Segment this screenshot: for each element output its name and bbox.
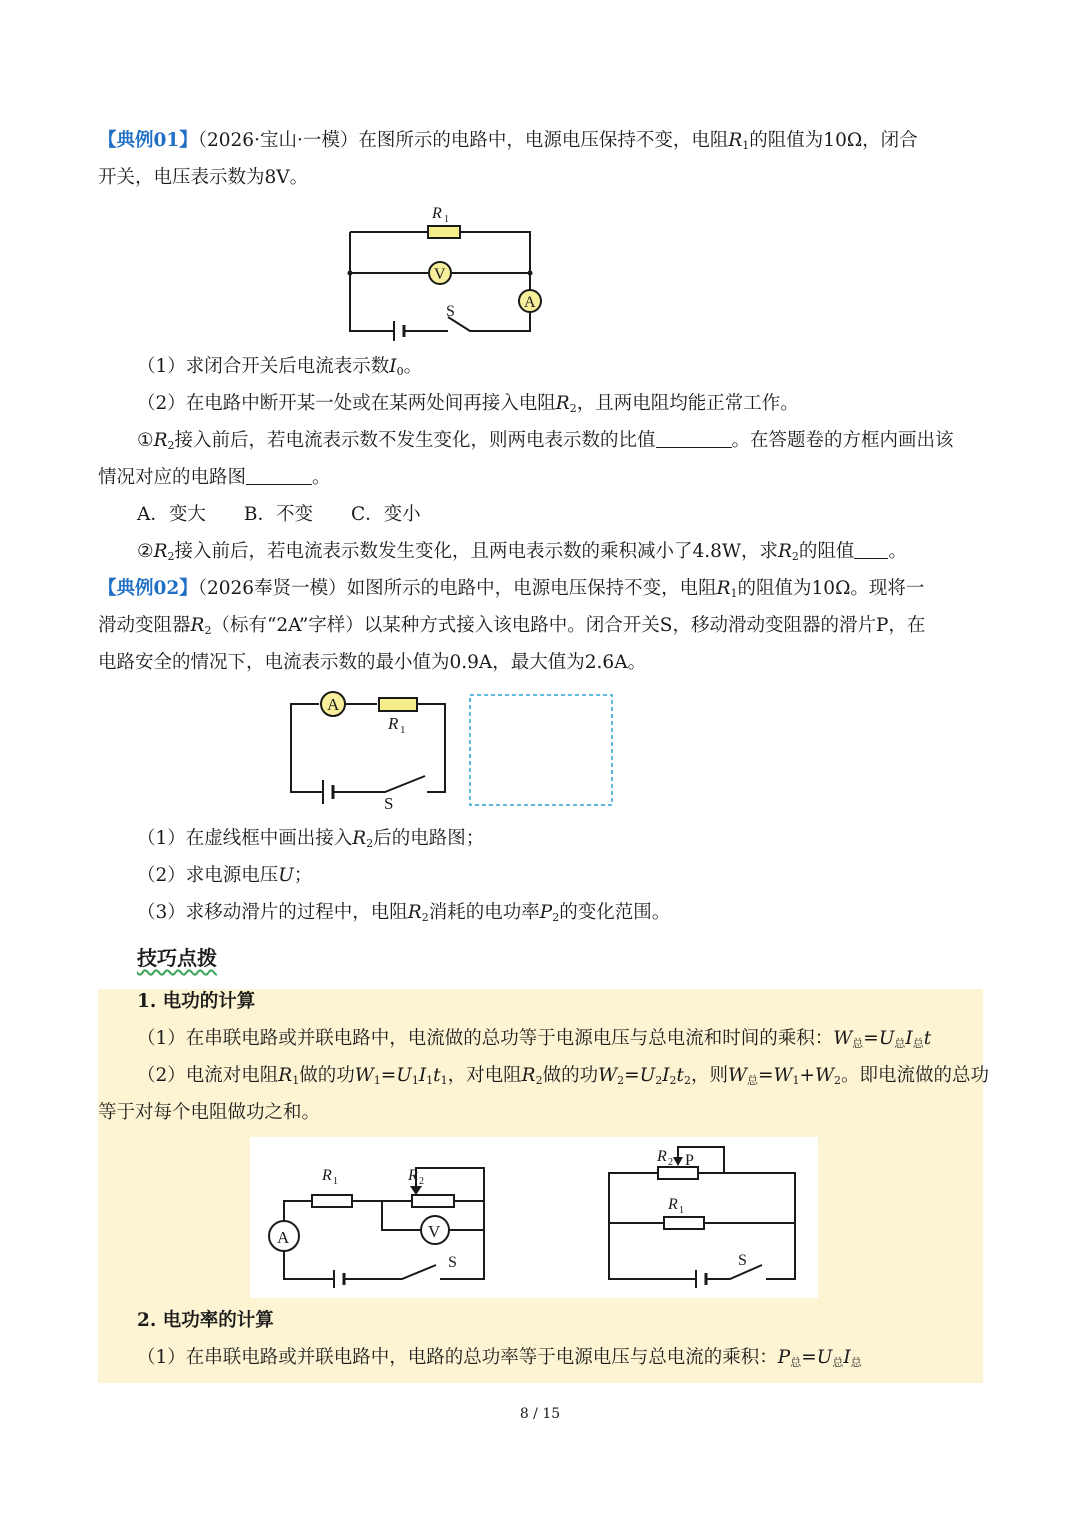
answer-blank[interactable]: [854, 540, 888, 559]
ex2-q3-text3: 的变化范围。: [559, 902, 671, 923]
ex1-q2ii: [137, 539, 983, 565]
sym-i: I: [389, 356, 397, 377]
ex2-intro-text: （2026奉贤一模）如图所示的电路中，电源电压保持不变，电阻: [197, 578, 717, 599]
sym-u: U: [639, 1065, 656, 1086]
switch-label: S: [384, 794, 394, 813]
sub-2: 2: [834, 1074, 842, 1087]
sub-zong: 总: [852, 1037, 864, 1050]
label-r1: R: [668, 1196, 678, 1213]
resistor-r1: [379, 698, 417, 711]
tips-s1-p1-text: （1）在串联电路或并联电路中，电流做的总功等于电源电压与总电流和时间的乘积：: [137, 1028, 834, 1049]
punct: 。: [888, 541, 907, 562]
tips-s2-p1: [137, 1345, 983, 1371]
sub-0: 0: [396, 365, 404, 378]
ex2-line2-text2: （标有“2A”字样）以某种方式接入该电路中。闭合开关S，移动滑动变阻器的滑片P，在: [211, 615, 926, 636]
sym-r: R: [728, 130, 743, 151]
sym-r: R: [190, 615, 205, 636]
voltmeter-label: V: [428, 1222, 441, 1241]
sub-1: 1: [792, 1074, 800, 1087]
resistor-r1: [664, 1217, 704, 1229]
sub-1: 1: [440, 1074, 448, 1087]
label-r1-sub: 1: [400, 724, 406, 736]
ex2-intro-text2: 的阻值为10Ω。现将一: [737, 578, 925, 599]
tips-s1-p3: 等于对每个电阻做功之和。: [98, 1102, 321, 1123]
ex2-q2-text: （2）求电源电压: [137, 865, 279, 886]
ex1-circuit-diagram: [340, 198, 550, 344]
punct: ；: [293, 865, 313, 886]
sym-i: I: [843, 1347, 851, 1368]
ex2-q1-text: （1）在虚线框中画出接入: [137, 828, 353, 849]
sub-1: 1: [292, 1074, 300, 1087]
ex1-intro: [98, 128, 983, 154]
ex1-line2: 开关，电压表示数为8V。: [98, 167, 309, 188]
label-r2: R: [657, 1148, 667, 1165]
tips-s2-p1-text: （1）在串联电路或并联电路中，电路的总功率等于电源电压与总电流的乘积：: [137, 1347, 778, 1368]
sym-w: W: [773, 1065, 793, 1086]
tips-s1-p1: [137, 1026, 983, 1052]
sub-2: 2: [204, 624, 212, 637]
sub-2: 2: [669, 1074, 677, 1087]
ex1-q2i-text2: 。在答题卷的方框内画出该: [731, 430, 954, 451]
punct: 。: [403, 356, 423, 377]
ex2-q2: [137, 863, 983, 889]
tips-s1-p2-text5: ，则: [690, 1065, 728, 1086]
sym-w: W: [727, 1065, 747, 1086]
resistor-r1: [428, 226, 460, 238]
sym-eq: =: [863, 1028, 879, 1049]
sub-1: 1: [742, 139, 750, 152]
sub-2: 2: [167, 550, 175, 563]
sym-r: R: [777, 541, 792, 562]
sym-w: W: [833, 1028, 853, 1049]
sym-t: t: [676, 1065, 684, 1086]
sym-i: I: [418, 1065, 427, 1086]
ex1-intro-text: （2026·宝山·一模）在图所示的电路中，电源电压保持不变，电阻: [197, 130, 729, 151]
sub-2: 2: [535, 1074, 543, 1087]
junction-dot: [348, 271, 353, 276]
tips-s1-p2-text: （2）电流对电阻: [137, 1065, 279, 1086]
sym-r: R: [278, 1065, 293, 1086]
ex1-q2: [137, 391, 983, 417]
sym-eq: =: [801, 1347, 817, 1368]
sym-eq: =: [757, 1065, 774, 1086]
ex1-q2-text2: ，且两电阻均能正常工作。: [576, 393, 799, 414]
sym-eq: =: [380, 1065, 397, 1086]
sub-zong: 总: [912, 1037, 924, 1050]
sym-w: W: [815, 1065, 835, 1086]
ex1-tag: 【典例01】: [98, 130, 198, 151]
label-r1-sub: 1: [679, 1205, 684, 1216]
sym-w: W: [598, 1065, 618, 1086]
label-r2-sub: 2: [419, 1176, 424, 1187]
junction-dot: [528, 271, 533, 276]
ex2-q1-text2: 后的电路图；: [373, 828, 485, 849]
ex1-q2i-line2-text: 情况对应的电路图: [98, 467, 247, 488]
switch-label: S: [448, 1254, 457, 1271]
tips-heading: 技巧点拨: [137, 946, 217, 970]
tips-s1-title: 1. 电功的计算: [137, 991, 256, 1012]
switch-label: S: [446, 303, 455, 320]
resistor-r1: [312, 1195, 352, 1207]
sym-r: R: [555, 393, 570, 414]
sub-zong: 总: [894, 1037, 906, 1050]
sym-plus: +: [799, 1065, 816, 1086]
option-c[interactable]: C．变小: [350, 504, 421, 525]
label-r1-sub: 1: [333, 1176, 338, 1187]
sym-u: U: [878, 1028, 895, 1049]
tips-parallel-circuit: [600, 1137, 810, 1298]
sym-r: R: [521, 1065, 536, 1086]
sub-2: 2: [791, 550, 799, 563]
circled-2: ②: [137, 541, 154, 562]
sym-u: U: [816, 1347, 833, 1368]
sub-2: 2: [366, 837, 374, 850]
tips-s1-p2-text4: 做的功: [542, 1065, 599, 1086]
ex2-q1: [137, 826, 983, 852]
sym-u: U: [278, 865, 294, 886]
sub-2: 2: [167, 439, 175, 452]
tips-s2-title: 2. 电功率的计算: [137, 1310, 274, 1331]
sym-r: R: [716, 578, 731, 599]
sym-eq: =: [624, 1065, 640, 1086]
ammeter-label: A: [327, 695, 340, 714]
ex2-circuit-diagram: [285, 688, 620, 813]
answer-blank[interactable]: [656, 429, 732, 448]
ex1-q2-text: （2）在电路中断开某一处或在某两处间再接入电阻: [137, 393, 556, 414]
ex1-q2ii-text2: 的阻值: [798, 541, 855, 562]
sym-r: R: [153, 541, 168, 562]
sub-1: 1: [730, 587, 738, 600]
ex1-q2i-line2: [98, 465, 983, 491]
page-number: 8 / 15: [519, 1406, 561, 1422]
ex2-line3: 电路安全的情况下，电流表示数的最小值为0.9A，最大值为2.6A。: [98, 652, 647, 673]
dashed-answer-box[interactable]: [470, 695, 612, 805]
voltmeter-label: V: [434, 266, 446, 283]
sub-1: 1: [373, 1074, 381, 1087]
ex2-line2-text: 滑动变阻器: [98, 615, 191, 636]
ex1-q1: [137, 354, 983, 380]
sub-zong: 总: [832, 1356, 844, 1369]
sub-2: 2: [655, 1074, 663, 1087]
sub-1: 1: [411, 1074, 419, 1087]
tips-s1-p2-text6: 。即电流做的总功: [841, 1065, 990, 1086]
tips-s1-p2: [137, 1063, 990, 1089]
sub-zong: 总: [850, 1356, 862, 1369]
ex2-q3: [137, 900, 983, 926]
sym-p: P: [539, 902, 553, 923]
slider-arrow: [410, 1186, 422, 1195]
sub-zong: 总: [790, 1356, 802, 1369]
sym-i: I: [905, 1028, 913, 1049]
sub-1: 1: [426, 1074, 434, 1087]
answer-blank[interactable]: [246, 466, 312, 485]
label-slider-p: P: [685, 1152, 694, 1169]
sym-t: t: [433, 1065, 441, 1086]
ammeter-label: A: [524, 294, 536, 311]
ex2-q3-text2: 消耗的电功率: [428, 902, 540, 923]
label-r1: R: [322, 1167, 332, 1184]
label-r2-sub: 2: [668, 1157, 673, 1168]
tips-series-circuit: [250, 1137, 550, 1298]
sym-r: R: [407, 902, 422, 923]
sub-zong: 总: [746, 1074, 758, 1087]
resistor-r2: [412, 1195, 454, 1207]
sym-r: R: [153, 430, 168, 451]
sym-i: I: [662, 1065, 670, 1086]
ex2-q3-text: （3）求移动滑片的过程中，电阻: [137, 902, 408, 923]
sym-r: R: [352, 828, 367, 849]
tips-s1-p2-text2: 做的功: [299, 1065, 355, 1086]
sub-2: 2: [569, 402, 577, 415]
ex2-tag: 【典例02】: [98, 578, 198, 599]
label-r1-sub: 1: [444, 214, 449, 225]
circled-1: ①: [137, 430, 154, 451]
slider-arrow: [673, 1157, 683, 1166]
ex1-q2i-text: 接入前后，若电流表示数不发生变化，则两电表示数的比值: [174, 430, 656, 451]
sym-p: P: [777, 1347, 791, 1368]
ex1-intro-text2: 的阻值为10Ω，闭合: [749, 130, 918, 151]
ex1-q2ii-text: 接入前后，若电流表示数发生变化，且两电表示数的乘积减小了4.8W，求: [174, 541, 778, 562]
sub-2: 2: [552, 911, 560, 924]
label-r1: R: [388, 714, 399, 733]
sub-2: 2: [421, 911, 429, 924]
option-b[interactable]: B．不变: [243, 504, 313, 525]
switch-label: S: [738, 1252, 747, 1269]
ammeter-label: A: [277, 1228, 290, 1247]
option-a[interactable]: A．变大: [137, 504, 206, 525]
ex1-q1-text: （1）求闭合开关后电流表示数: [137, 356, 390, 377]
sym-t: t: [923, 1028, 932, 1049]
ex1-options: [137, 502, 983, 528]
ex1-q2i: [137, 428, 983, 454]
tips-s1-p2-text3: ，对电阻: [447, 1065, 522, 1086]
sym-w: W: [354, 1065, 374, 1086]
sub-2: 2: [683, 1074, 691, 1087]
label-r2: R: [408, 1167, 418, 1184]
punct: 。: [312, 467, 331, 488]
label-r1: R: [432, 205, 442, 222]
sub-2: 2: [617, 1074, 625, 1087]
ex2-line2: [98, 613, 983, 639]
sym-u: U: [396, 1065, 412, 1086]
ex2-intro: [98, 576, 983, 602]
